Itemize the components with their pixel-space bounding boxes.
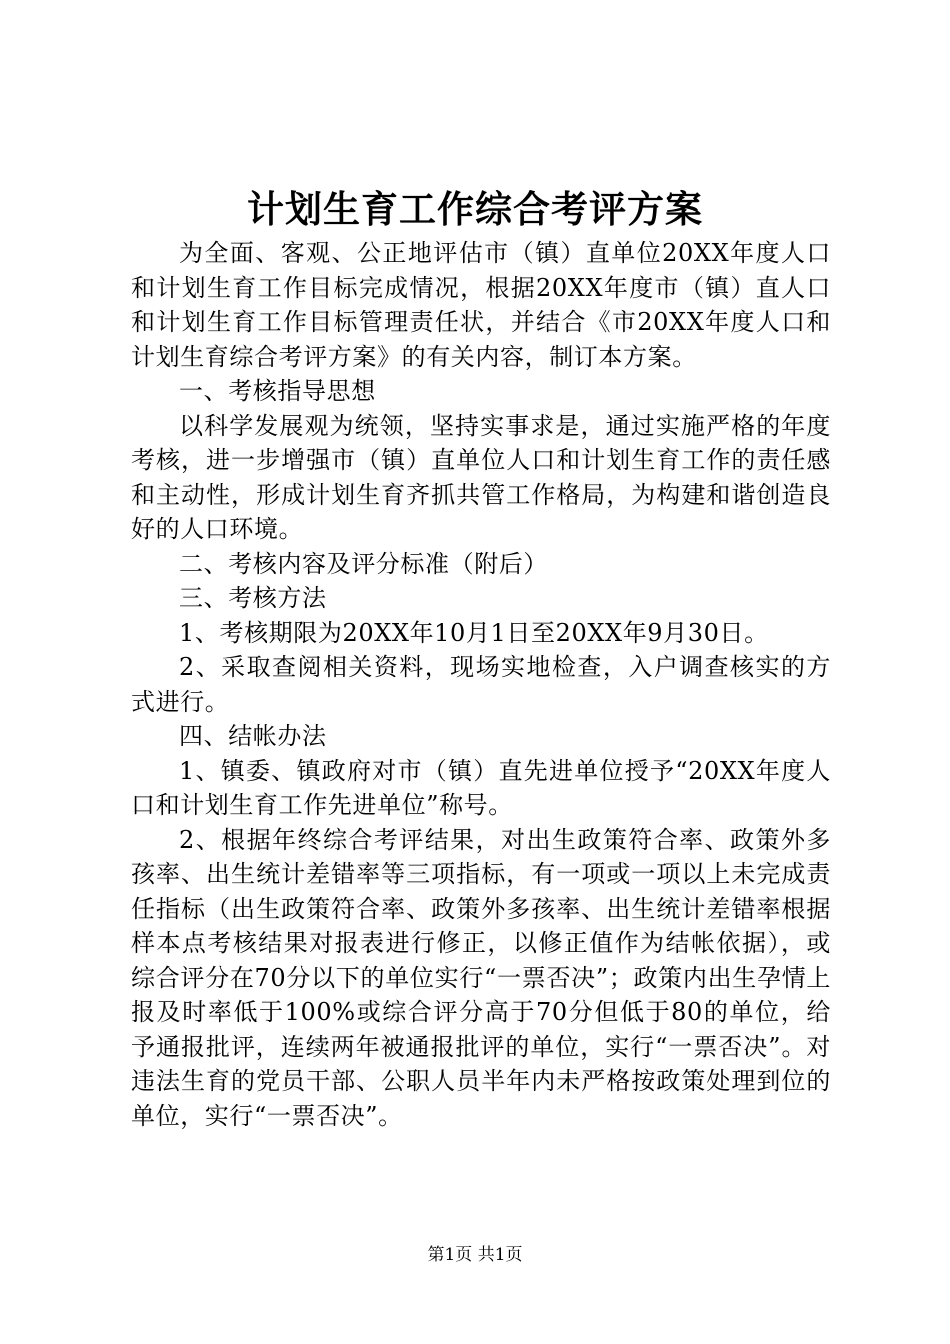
document-title: 计划生育工作综合考评方案 bbox=[247, 187, 703, 231]
section-heading-content-standards: 二、考核内容及评分标准（附后） bbox=[179, 549, 548, 578]
settlement-item-1: 1、镇委、镇政府对市（镇）直先进单位授予“20XX年度人口和计划生育工作先进单位”称号。 bbox=[131, 756, 831, 819]
section-heading-guiding-ideology: 一、考核指导思想 bbox=[179, 377, 376, 405]
settlement-item-2: 2、根据年终综合考评结果，对出生政策符合率、政策外多孩率、出生统计差错率等三项指标，有一项或一项以上未完成责任指标（出生政策符合率、政策外多孩率、出生统计差错率根据样本点考核结果对报表进行修正，以修正值作为结帐依据），或综合评分在70分以下的单位实行“一票否决”；政策内出生孕情上报及时率低于100%或综合评分高于70分但低于80的单位，给予通报批评，连续两年被通报批评的单位，实行“一票否决”。对违法生育的党员干部、公职人员半年内未严格按政策处理到位的单位，实行“一票否决”。 bbox=[131, 825, 831, 1130]
section-heading-assessment-method: 三、考核方法 bbox=[179, 584, 327, 612]
method-item-2: 2、采取查阅相关资料，现场实地检查，入户调查核实的方式进行。 bbox=[131, 653, 831, 716]
intro-paragraph: 为全面、客观、公正地评估市（镇）直单位20XX年度人口和计划生育工作目标完成情况，根据20XX年度市（镇）直人口和计划生育工作目标管理责任状，并结合《市20XX年度人口和计划生育综合考评方案》的有关内容，制订本方案。 bbox=[131, 239, 831, 371]
method-item-1: 1、考核期限为20XX年10月1日至20XX年9月30日。 bbox=[179, 618, 769, 647]
page-footer: 第1页 共1页 bbox=[427, 1245, 523, 1265]
document-body bbox=[131, 236, 831, 1133]
guiding-ideology-paragraph: 以科学发展观为统领，坚持实事求是，通过实施严格的年度考核，进一步增强市（镇）直单位人口和计划生育工作的责任感和主动性，形成计划生育齐抓共管工作格局，为构建和谐创造良好的人口环境。 bbox=[131, 411, 831, 543]
section-heading-settlement: 四、结帐办法 bbox=[179, 722, 327, 750]
